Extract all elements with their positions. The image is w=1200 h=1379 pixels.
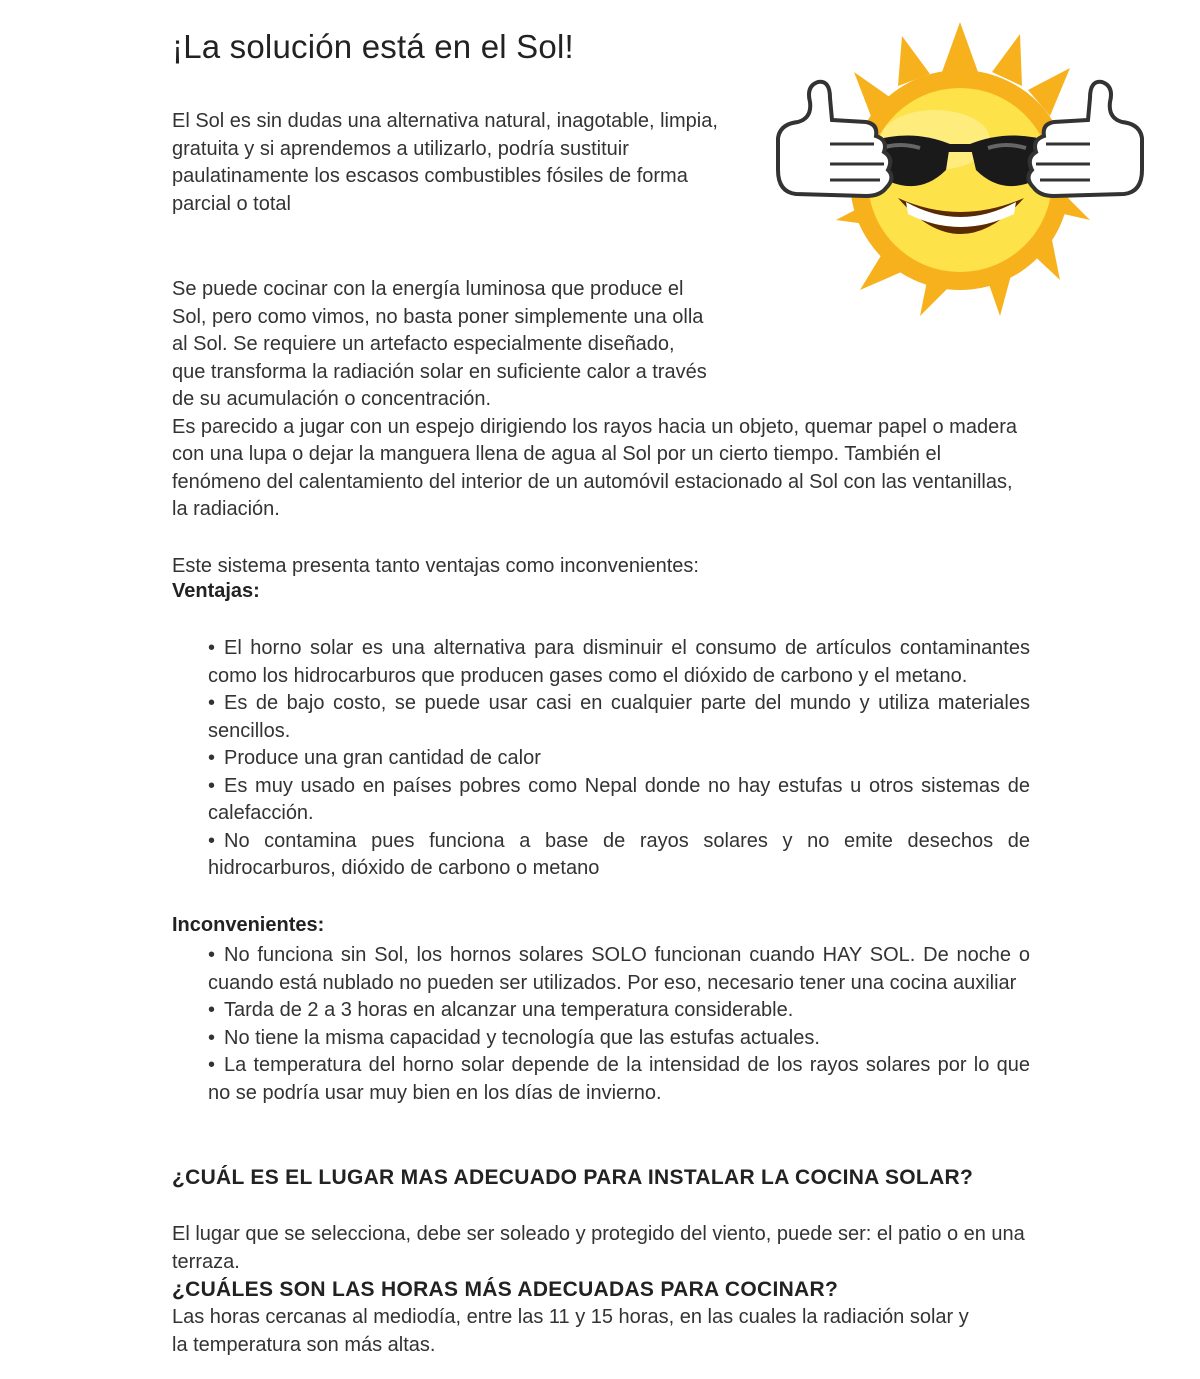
list-item: • Tarda de 2 a 3 horas en alcanzar una temperatura considerable. — [208, 997, 1030, 1025]
bullet-icon: • — [208, 944, 216, 966]
intro-paragraph: El Sol es sin dudas una alternativa natural, inagotable, limpia, gratuita y si aprendemos a utilizarlo, podría sustituir paulatinamente los escasos combustibles fósiles de forma parcial o total — [172, 110, 718, 215]
list-item: • Produce una gran cantidad de calor — [208, 745, 1030, 773]
bullet-icon: • — [208, 829, 216, 852]
list-item: • Es muy usado en países pobres como Nepal donde no hay estufas u otros sistemas de calefacción. — [208, 774, 1030, 824]
list-item: • El horno solar es una alternativa para disminuir el consumo de artículos contaminantes como los hidrocarburos que producen gases como el dióxido de carbono y el metano. — [208, 637, 1030, 687]
question-place-heading: ¿CUÁL ES EL LUGAR MAS ADECUADO PARA INSTALAR LA COCINA SOLAR? — [172, 1166, 974, 1189]
bullet-icon: • — [208, 1054, 216, 1076]
bullet-icon: • — [208, 1026, 216, 1049]
cooking-paragraph: Se puede cocinar con la energía luminosa que produce el Sol, pero como vimos, no basta poner simplemente una olla al Sol. Se requiere un artefacto especialmente diseñado, que transforma la radiación solar en suficiente calor a través de su acumulación o concentración. — [172, 278, 707, 410]
bullet-icon: • — [208, 999, 216, 1021]
list-item: • No tiene la misma capacidad y tecnología que las estufas actuales. — [208, 1025, 1030, 1053]
list-item: • No contamina pues funciona a base de rayos solares y no emite desechos de hidrocarburos, dióxido de carbono o metano — [208, 829, 1030, 879]
system-intro: Este sistema presenta tanto ventajas como inconvenientes: — [172, 555, 699, 577]
cooking-section — [172, 276, 1032, 524]
bullet-icon: • — [208, 692, 216, 714]
bullet-icon: • — [208, 747, 216, 769]
mirror-paragraph: Es parecido a jugar con un espejo dirigiendo los rayos hacia un objeto, quemar papel o madera con una lupa o dejar la manguera llena de agua al Sol por un cierto tiempo. También el fenómeno del calentamiento del interior de un automóvil estacionado al Sol con las ventanillas, la radiación. — [172, 415, 1017, 520]
list-item: • La temperatura del horno solar depende de la intensidad de los rayos solares por lo que no se podría usar muy bien en los días de invierno. — [208, 1054, 1030, 1104]
list-item: • No funciona sin Sol, los hornos solares SOLO funcionan cuando HAY SOL. De noche o cuando está nublado no pueden ser utilizados. Por eso, necesario tener una cocina auxiliar — [208, 944, 1030, 994]
question-hours-heading: ¿CUÁLES SON LAS HORAS MÁS ADECUADAS PARA COCINAR? — [172, 1278, 839, 1301]
disadvantages-heading: Inconvenientes: — [172, 914, 325, 936]
sun-thumbs-up-illustration — [770, 20, 1150, 320]
list-item: • Es de bajo costo, se puede usar casi en cualquier parte del mundo y utiliza materiales sencillos. — [208, 692, 1030, 742]
advantages-heading: Ventajas: — [172, 580, 260, 602]
bullet-icon: • — [208, 774, 216, 797]
answer-place: El lugar que se selecciona, debe ser soleado y protegido del viento, puede ser: el patio o en una terraza. — [172, 1223, 1025, 1273]
bullet-icon: • — [208, 637, 216, 659]
disadvantages-list — [208, 942, 1030, 1107]
advantages-list — [208, 635, 1030, 883]
page-title: ¡La solución está en el Sol! — [172, 28, 574, 65]
answer-hours: Las horas cercanas al mediodía, entre las 11 y 15 horas, en las cuales la radiación solar y la temperatura son más altas. — [172, 1306, 969, 1356]
